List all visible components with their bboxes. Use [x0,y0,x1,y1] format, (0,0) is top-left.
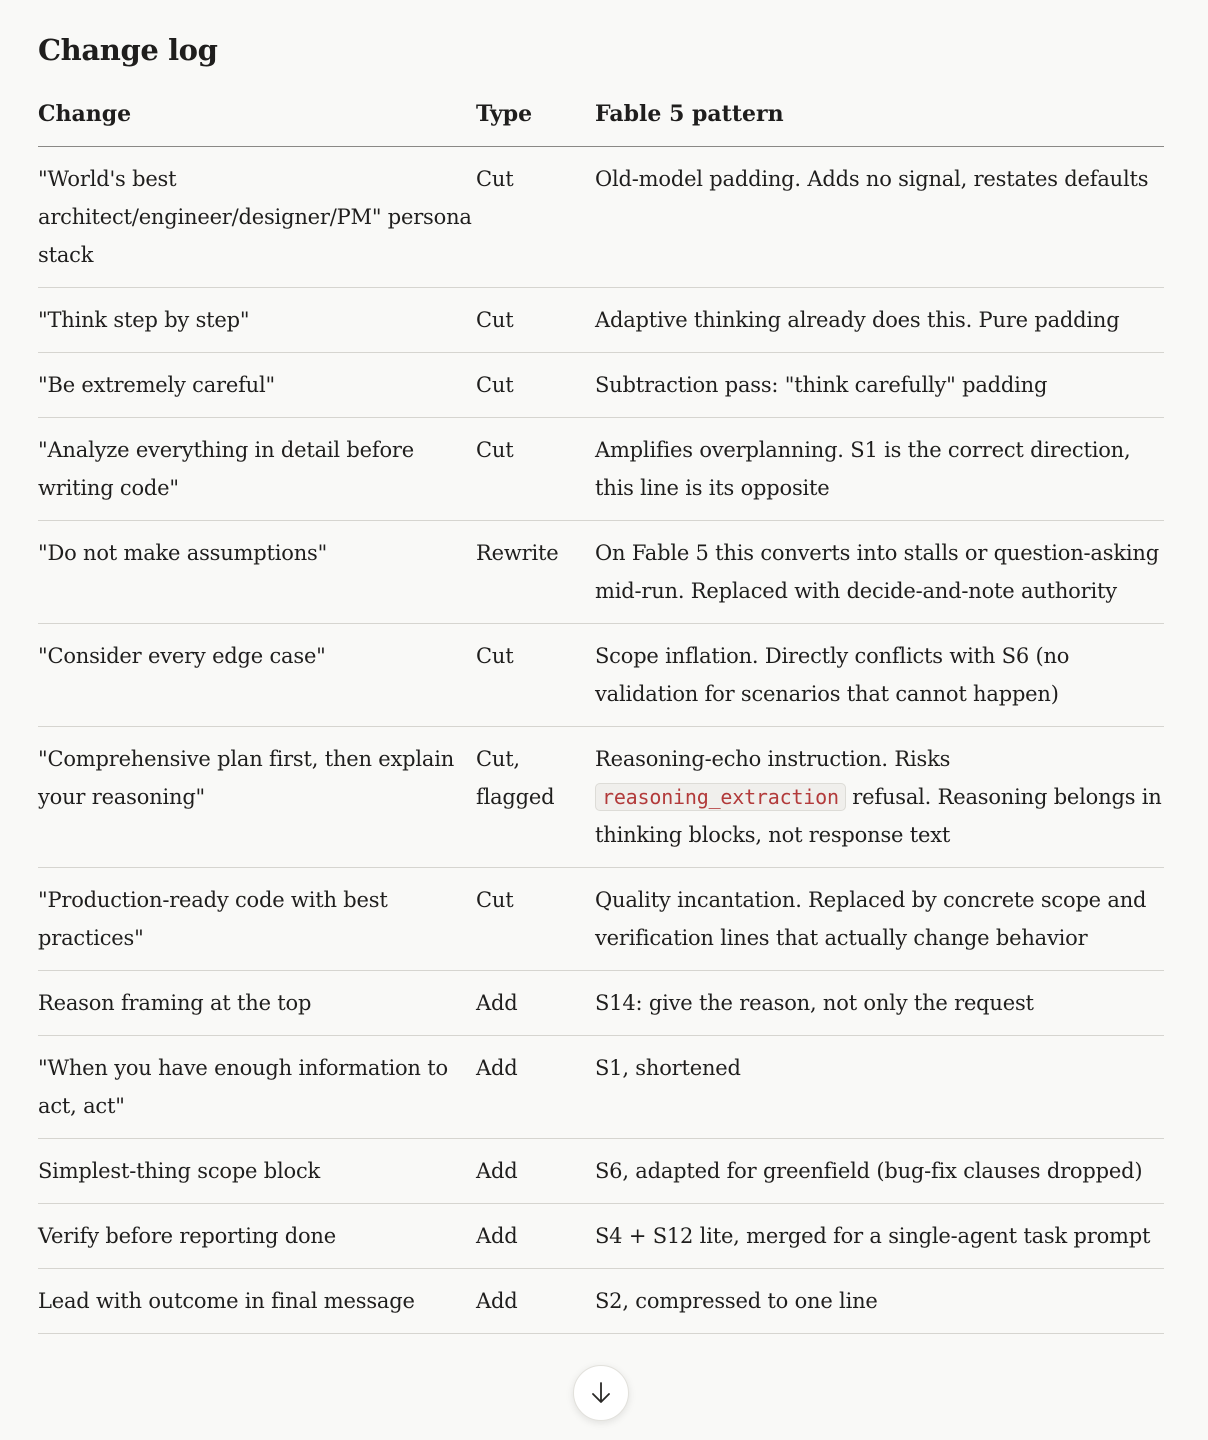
cell-pattern: Subtraction pass: "think carefully" padding [595,353,1164,418]
cell-pattern: S2, compressed to one line [595,1269,1164,1334]
table-row [38,868,1164,971]
header-row [38,99,1164,147]
table-row [38,727,1164,868]
table-row [38,288,1164,353]
cell-change: Simplest-thing scope block [38,1139,476,1204]
cell-type: Rewrite [476,521,595,624]
cell-type: Add [476,1269,595,1334]
cell-pattern: S14: give the reason, not only the request [595,971,1164,1036]
section-heading: Change log [38,33,218,67]
table-row [38,1269,1164,1334]
cell-change: "Analyze everything in detail before writing code" [38,418,476,521]
cell-type: Cut [476,868,595,971]
cell-pattern: Quality incantation. Replaced by concrete scope and verification lines that actually change behavior [595,868,1164,971]
table-row [38,147,1164,288]
table-header [38,99,1164,147]
table-row [38,521,1164,624]
table-row [38,418,1164,521]
change-log-table [38,99,1164,1334]
cell-type: Add [476,971,595,1036]
table-row [38,1036,1164,1139]
cell-change: "Be extremely careful" [38,353,476,418]
cell-pattern: On Fable 5 this converts into stalls or question-asking mid-run. Replaced with decide-and-note authority [595,521,1164,624]
cell-type: Cut [476,418,595,521]
cell-pattern: S6, adapted for greenfield (bug-fix clauses dropped) [595,1139,1164,1204]
cell-change: "Do not make assumptions" [38,521,476,624]
cell-type: Add [476,1204,595,1269]
cell-type: Cut, flagged [476,727,595,868]
table-row [38,971,1164,1036]
header-type: Type [476,99,595,147]
cell-change: "Production-ready code with best practices" [38,868,476,971]
cell-pattern: Amplifies overplanning. S1 is the correct direction, this line is its opposite [595,418,1164,521]
inline-code: reasoning_extraction [595,783,846,811]
table-body [38,147,1164,1334]
header-change: Change [38,99,476,147]
change-log-section [38,28,1164,1334]
cell-pattern: Adaptive thinking already does this. Pure padding [595,288,1164,353]
cell-change: Verify before reporting done [38,1204,476,1269]
cell-pattern: S4 + S12 lite, merged for a single-agent task prompt [595,1204,1164,1269]
cell-pattern: Scope inflation. Directly conflicts with S6 (no validation for scenarios that cannot happen) [595,624,1164,727]
scroll-down-button[interactable] [573,1365,629,1421]
table-row [38,1139,1164,1204]
cell-pattern: Old-model padding. Adds no signal, restates defaults [595,147,1164,288]
cell-type: Cut [476,147,595,288]
arrow-down-icon [590,1381,612,1405]
cell-change: "Think step by step" [38,288,476,353]
pattern-text-before: Reasoning-echo instruction. Risks [595,747,951,771]
cell-type: Cut [476,353,595,418]
cell-type: Add [476,1036,595,1139]
cell-type: Cut [476,624,595,727]
cell-change: "World's best architect/engineer/designer/PM" persona stack [38,147,476,288]
header-pattern: Fable 5 pattern [595,99,1164,147]
table-row [38,353,1164,418]
cell-type: Add [476,1139,595,1204]
cell-change: "When you have enough information to act, act" [38,1036,476,1139]
cell-change: "Comprehensive plan first, then explain your reasoning" [38,727,476,868]
table-row [38,624,1164,727]
cell-pattern: S1, shortened [595,1036,1164,1139]
cell-change: Lead with outcome in final message [38,1269,476,1334]
cell-type: Cut [476,288,595,353]
table-row [38,1204,1164,1269]
cell-change: Reason framing at the top [38,971,476,1036]
cell-change: "Consider every edge case" [38,624,476,727]
cell-pattern [595,727,1164,868]
pattern-text-after: refusal. Reasoning belongs in thinking blocks, not response text [595,785,1162,847]
